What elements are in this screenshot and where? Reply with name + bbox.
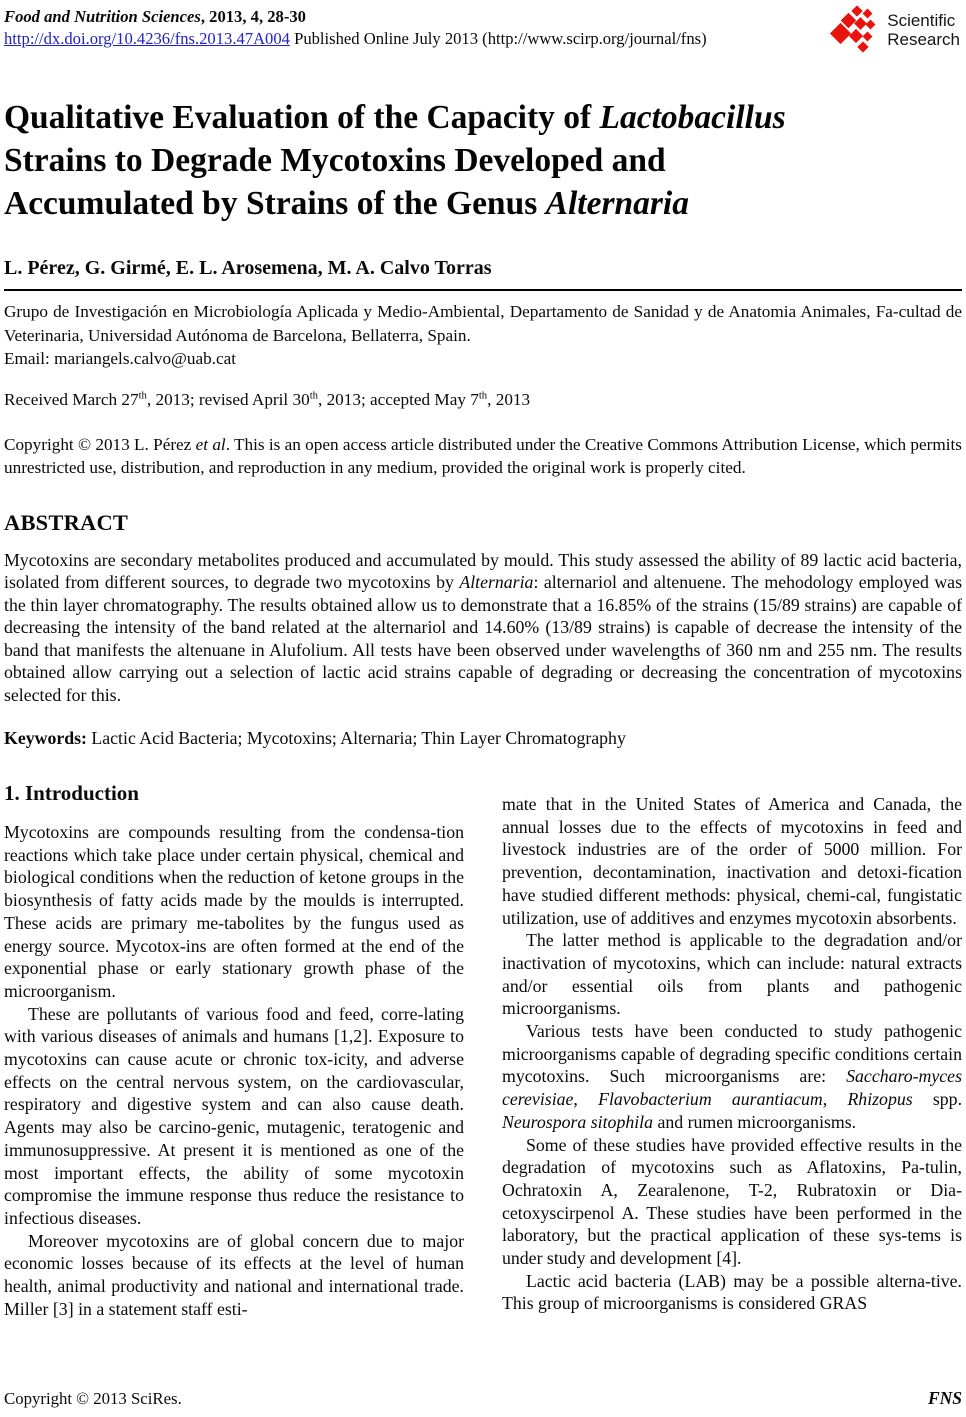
received-dates: Received March 27th, 2013; revised April 30th, 2013; accepted May 7th, 2013 xyxy=(4,389,531,409)
body-paragraph: Some of these studies have provided effective results in the degradation of mycotoxins such as Aflatoxins, Pa-tulin, Ochratoxin A, Zearalenone, T-2, Rubratoxin or Dia-cetoxyscirpenol A. These studies have been performed in the laboratory, but the practical application of these sys-tems is under study and development [4]. xyxy=(502,1134,962,1269)
body-paragraph: Various tests have been conducted to study pathogenic microorganisms capable of degrading specific conditions certain mycotoxins. Such microorganisms are: Saccharo-myces cerevisiae, Flavobacterium aurantiacum, Rhizopus spp. Neurospora sitophila and rumen microorganisms. xyxy=(502,1021,963,1132)
affiliation-block xyxy=(4,300,962,371)
diamond-shape xyxy=(858,41,869,52)
scirp-diamonds-icon xyxy=(832,6,878,54)
left-column xyxy=(4,781,464,1320)
diamond-shape xyxy=(852,5,863,16)
abstract-text: Mycotoxins are secondary metabolites produced and accumulated by mould. This study assessed the ability of 89 lactic acid bacteria, isolated from different sources, to degrade two mycotoxins by Alternaria: alternariol and altenuene. The mehodology employed was the thin layer chromatography. The results obtained allow us to demonstrate that a 16.85% of the strains (15/89 strains) are capable of decreasing the intensity of the band related at the alternariol and 14.60% (13/89 strains) is capable of decrease the intensity of the band that manifests the altenuane in Alufolium. All tests have been observed under wavelengths of 360 nm and 255 nm. The results obtained allow carrying out a selection of lactic acid strains capable of degrading or decreasing the concentration of mycotoxins selected for this. xyxy=(4,549,962,705)
body-paragraph: mate that in the United States of America and Canada, the annual losses due to the effects of mycotoxins in feed and livestock industries are of the order of 5000 million. For prevention, decontamination, inactivation and detoxi-fication have studied different methods: physical, chemi-cal, fungistatic utilization, use of additives and enzymes mycotoxin absorbents. xyxy=(502,794,962,928)
body-paragraph: Moreover mycotoxins are of global concern due to major economic losses because of its effects at the level of human health, animal productivity and national and international trade. Miller [3] in a statement staff esti- xyxy=(4,1230,464,1319)
journal-citation: Food and Nutrition Sciences, 2013, 4, 28-30 xyxy=(4,7,306,26)
keywords-line: Keywords: Lactic Acid Bacteria; Mycotoxins; Alternaria; Thin Layer Chromatography xyxy=(4,728,626,748)
publisher-name-line1: Scientific xyxy=(887,11,956,30)
body-paragraph: Mycotoxins are compounds resulting from the condensa-tion reactions which take place under certain physical, chemical and biological conditions when the reduction of ketone groups in the biosynthesis of fatty acids made by the moulds is interrupted. These acids are primary me-tabolites by the fungus used as energy source. Mycotox-ins are often formed at the end of the exponential phase or early stationary growth phase of the microorganism. xyxy=(4,822,464,1001)
footer-journal-abbrev: FNS xyxy=(927,1388,962,1408)
doi-link[interactable]: http://dx.doi.org/10.4236/fns.2013.47A004 xyxy=(4,29,290,48)
publisher-name-line2: Research xyxy=(887,30,960,49)
left-column-paragraphs xyxy=(4,821,464,1320)
right-column-paragraphs xyxy=(502,793,962,1315)
email-line: Email: mariangels.calvo@uab.cat xyxy=(4,349,237,368)
body-paragraph: Lactic acid bacteria (LAB) may be a possible alterna-tive. This group of microorganisms is considered GRAS xyxy=(502,1270,962,1314)
affiliation-text: Grupo de Investigación en Microbiología Aplicada y Medio-Ambiental, Departamento de Sanidad y de Anatomia Animales, Fa-cultad de Veterinaria, Universidad Autónoma de Barcelona, Bellaterra, Spain. xyxy=(4,302,962,345)
section-heading-introduction: 1. Introduction xyxy=(4,781,139,805)
copyright-notice: Copyright © 2013 L. Pérez et al. This is an open access article distributed under the Creative Commons Attribution License, which permits unrestricted use, distribution, and reproduction in any medium, provided the original work is properly cited. xyxy=(4,434,962,477)
journal-header-block xyxy=(4,6,707,50)
footer-copyright: Copyright © 2013 SciRes. xyxy=(4,1389,182,1408)
page-header xyxy=(4,6,962,54)
diamond-shape xyxy=(863,32,873,42)
right-column xyxy=(502,781,962,1320)
diamond-shape xyxy=(863,9,873,19)
authors-line: L. Pérez, G. Girmé, E. L. Arosemena, M. A. Calvo Torras xyxy=(4,257,962,291)
body-paragraph: These are pollutants of various food and feed, corre-lating with various diseases of animals and humans [1,2]. Exposure to mycotoxins can cause acute or chronic tox-icity, and adverse effects on the central nervous system, on the cardiovascular, respiratory and digestive system and can also cause death. Agents may also be carcino-genic, mutagenic, teratogenic and immunosuppressive. At present it is mentioned as one of the most important effects, the ability of some mycotoxin compromise the immune response thus reduce the resistance to infectious diseases. xyxy=(4,1003,464,1228)
diamond-shape xyxy=(866,20,876,30)
doi-line: http://dx.doi.org/10.4236/fns.2013.47A004 Published Online July 2013 (http://www.scirp.org/journal/fns) xyxy=(4,29,707,48)
abstract-heading: ABSTRACT xyxy=(4,509,129,535)
body-paragraph: The latter method is applicable to the degradation and/or inactivation of mycotoxins, which can include: natural extracts and/or essential oils from plants and pathogenic microorganisms. xyxy=(502,930,962,1019)
body-columns xyxy=(4,781,962,1320)
page-footer xyxy=(4,1388,962,1409)
article-title: Qualitative Evaluation of the Capacity of Lactobacillus Strains to Degrade Mycotoxins Developed and Accumulated by Strains of the Genus Alternaria xyxy=(4,99,786,222)
publisher-logo xyxy=(832,6,960,54)
publisher-name xyxy=(887,11,960,49)
